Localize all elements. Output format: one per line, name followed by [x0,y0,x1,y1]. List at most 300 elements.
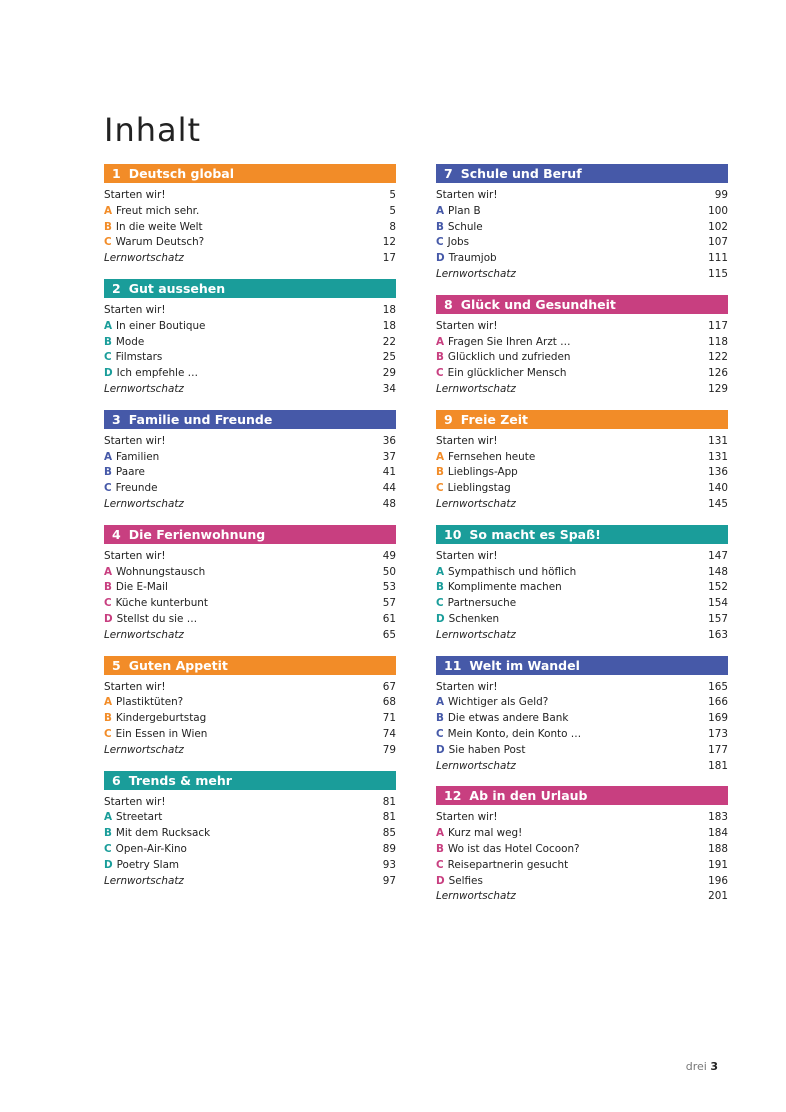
toc-entry[interactable] [104,695,396,711]
vocabulary-entry[interactable] [436,497,728,513]
entry-page-number: 44 [382,482,396,495]
toc-entry[interactable] [436,549,728,565]
entry-letter: A [104,204,113,217]
chapter-number: 3 [112,411,121,427]
entry-page-number: 166 [708,696,728,709]
vocabulary-entry[interactable] [436,628,728,644]
entry-label [436,366,566,382]
entry-text: Fernsehen heute [448,450,536,463]
chapter-header[interactable] [104,656,396,675]
vocabulary-entry[interactable] [104,251,396,267]
entry-page-number: 201 [708,890,728,903]
entry-text: Filmstars [115,351,163,364]
chapter-1 [104,164,396,267]
entry-text: Starten wir! [436,549,498,562]
toc-entry[interactable] [104,680,396,696]
entry-label [104,549,166,565]
chapter-2 [104,279,396,398]
entry-page-number: 196 [708,874,728,887]
entry-letter: B [436,712,444,725]
entry-letter: B [104,712,112,725]
toc-entry[interactable] [436,188,728,204]
entry-page-number: 29 [382,367,396,380]
vocabulary-entry[interactable] [104,628,396,644]
entry-page-number: 131 [708,434,728,447]
entry-page-number: 126 [708,367,728,380]
chapter-title: Gut aussehen [128,280,226,296]
entry-label [436,826,522,842]
chapter-title: Trends & mehr [128,772,232,788]
chapter-title: Glück und Gesundheit [460,296,616,312]
entry-page-number: 136 [708,466,728,479]
entry-text: Lernwortschatz [436,497,516,510]
entry-text: Starten wir! [104,680,166,693]
page-number: 3 [710,1060,718,1073]
toc-entry[interactable] [104,549,396,565]
entry-text: Reisepartnerin gesucht [447,858,569,871]
entry-letter: B [104,220,112,233]
toc-entry[interactable] [436,858,728,874]
entry-text: Freunde [115,482,158,495]
entry-label [436,220,483,236]
entry-label [436,481,511,497]
toc-entry[interactable] [104,335,396,351]
entry-text: Komplimente machen [447,581,562,594]
entry-letter: B [436,842,444,855]
toc-entry[interactable] [436,842,728,858]
toc-entry[interactable] [436,251,728,267]
entry-label [104,628,184,644]
page-title: Inhalt [104,111,202,150]
entry-letter: A [436,335,445,348]
toc-entry[interactable] [104,465,396,481]
entry-page-number: 50 [382,565,396,578]
entry-text: Lieblings-App [447,466,518,479]
entry-letter: D [436,874,445,887]
toc-entry[interactable] [104,366,396,382]
entry-page-number: 183 [708,811,728,824]
entry-label [436,858,568,874]
entry-page-number: 22 [382,335,396,348]
vocabulary-entry[interactable] [104,382,396,398]
entry-page-number: 65 [382,628,396,641]
toc-entry[interactable] [104,612,396,628]
toc-entry[interactable] [436,711,728,727]
chapter-header[interactable] [436,295,728,314]
entry-letter: D [104,858,113,871]
chapter-title: Welt im Wandel [469,657,580,673]
entry-letter: C [436,597,444,610]
entry-letter: B [436,466,444,479]
toc-entry[interactable] [436,434,728,450]
entry-letter: D [104,612,113,625]
toc-entry[interactable] [104,235,396,251]
toc-column-left [104,164,396,901]
chapter-7 [436,164,728,283]
entry-page-number: 18 [382,303,396,316]
entry-text: Starten wir! [104,549,166,562]
entry-label [104,810,162,826]
toc-entry[interactable] [436,565,728,581]
chapter-number: 11 [444,657,462,673]
entry-text: Warum Deutsch? [115,236,205,249]
entry-page-number: 85 [382,827,396,840]
entry-letter: A [436,565,445,578]
entry-text: Mein Konto, dein Konto … [447,727,582,740]
toc-entry[interactable] [436,350,728,366]
entry-label [436,350,570,366]
entry-page-number: 89 [382,842,396,855]
toc-entry[interactable] [104,319,396,335]
entry-page-number: 148 [708,565,728,578]
entry-label [104,596,208,612]
entry-page-number: 131 [708,450,728,463]
entry-text: Sie haben Post [448,743,526,756]
chapter-8 [436,295,728,398]
entry-letter: D [436,743,445,756]
entry-letter: C [104,842,112,855]
entry-page-number: 177 [708,743,728,756]
toc-entry[interactable] [436,481,728,497]
entry-letter: A [104,319,113,332]
entry-label [436,450,535,466]
chapter-title: Freie Zeit [460,411,529,427]
entry-text: Lernwortschatz [104,382,184,395]
entry-label [436,319,498,335]
entry-text: Ich empfehle … [116,367,199,380]
toc-entry[interactable] [436,235,728,251]
toc-entry[interactable] [104,795,396,811]
entry-page-number: 61 [382,612,396,625]
entry-letter: C [436,236,444,249]
chapter-number: 9 [444,411,453,427]
toc-entry[interactable] [436,465,728,481]
entry-page-number: 102 [708,220,728,233]
toc-entry[interactable] [436,874,728,890]
entry-label [436,842,580,858]
chapter-5 [104,656,396,759]
chapter-number: 12 [444,788,462,804]
toc-entry[interactable] [104,826,396,842]
entry-label [436,628,516,644]
entry-label [436,497,516,513]
toc-entry[interactable] [104,596,396,612]
chapter-title: Familie und Freunde [128,411,273,427]
entry-text: Glücklich und zufrieden [447,351,571,364]
entry-label [104,220,203,236]
entry-label [104,251,184,267]
entry-text: Familien [116,450,160,463]
toc-entry[interactable] [104,481,396,497]
entry-label [104,366,198,382]
entry-label [104,434,166,450]
entry-letter: B [436,220,444,233]
toc-entry[interactable] [104,810,396,826]
chapter-header[interactable] [104,410,396,429]
entry-letter: C [436,858,444,871]
toc-entry[interactable] [104,711,396,727]
entry-page-number: 53 [382,581,396,594]
entry-letter: A [104,565,113,578]
chapter-12 [436,786,728,905]
chapter-header[interactable] [436,656,728,675]
entry-text: Lieblingstag [447,482,511,495]
entry-page-number: 36 [382,434,396,447]
entry-label [436,874,483,890]
entry-label [104,450,159,466]
chapter-title: Die Ferienwohnung [128,526,266,542]
chapter-header[interactable] [104,771,396,790]
entry-page-number: 79 [382,743,396,756]
entry-label [436,727,581,743]
entry-text: Starten wir! [436,189,498,201]
entry-page-number: 37 [382,450,396,463]
toc-entry[interactable] [436,580,728,596]
entry-text: Open-Air-Kino [115,842,187,855]
entry-page-number: 93 [382,858,396,871]
entry-label [104,319,205,335]
entry-page-number: 165 [708,680,728,693]
entry-label [104,842,187,858]
entry-label [436,335,571,351]
toc-entry[interactable] [104,580,396,596]
chapter-header[interactable] [436,164,728,183]
entry-page-number: 48 [382,497,396,510]
entry-text: In die weite Welt [115,220,203,233]
chapter-header[interactable] [104,279,396,298]
chapter-header[interactable] [436,410,728,429]
entry-page-number: 111 [708,252,728,265]
entry-page-number: 188 [708,842,728,855]
entry-text: Lernwortschatz [436,759,516,772]
vocabulary-entry[interactable] [436,382,728,398]
toc-entry[interactable] [436,695,728,711]
chapter-title: Guten Appetit [128,657,228,673]
entry-text: Lernwortschatz [436,628,516,641]
entry-page-number: 181 [708,759,728,772]
entry-label [436,580,562,596]
entry-page-number: 5 [389,189,396,201]
entry-letter: B [104,581,112,594]
toc-entry[interactable] [436,366,728,382]
entry-text: Mode [115,335,145,348]
entry-letter: D [436,612,445,625]
entry-label [436,251,497,267]
toc-entry[interactable] [436,727,728,743]
toc-entry[interactable] [436,810,728,826]
entry-label [436,434,498,450]
toc-entry[interactable] [104,303,396,319]
entry-letter: B [104,335,112,348]
entry-text: Wichtiger als Geld? [448,696,549,709]
entry-label [436,612,499,628]
entry-label [104,858,179,874]
toc-entry[interactable] [436,680,728,696]
toc-entry[interactable] [436,220,728,236]
entry-label [104,711,206,727]
entry-label [436,549,498,565]
entry-letter: A [104,696,113,709]
entry-text: Fragen Sie Ihren Arzt … [448,335,571,348]
entry-text: Starten wir! [436,434,498,447]
entry-page-number: 118 [708,335,728,348]
entry-page-number: 34 [382,382,396,395]
entry-letter: D [104,367,113,380]
entry-text: Streetart [116,811,163,824]
entry-letter: C [436,367,444,380]
entry-letter: A [104,450,113,463]
entry-text: Lernwortschatz [104,628,184,641]
vocabulary-entry[interactable] [104,497,396,513]
entry-page-number: 173 [708,727,728,740]
entry-text: In einer Boutique [116,319,206,332]
vocabulary-entry[interactable] [436,889,728,905]
toc-entry[interactable] [436,204,728,220]
chapter-number: 7 [444,166,453,181]
entry-text: Plastiktüten? [116,696,184,709]
entry-page-number: 163 [708,628,728,641]
entry-text: Partnersuche [447,597,517,610]
entry-page-number: 68 [382,696,396,709]
entry-text: Paare [115,466,145,479]
toc-entry[interactable] [104,204,396,220]
toc-entry[interactable] [436,743,728,759]
entry-letter: A [436,450,445,463]
entry-page-number: 25 [382,351,396,364]
entry-text: Starten wir! [104,434,166,447]
entry-page-number: 147 [708,549,728,562]
entry-page-number: 57 [382,597,396,610]
entry-letter: B [436,581,444,594]
chapter-title: Deutsch global [128,166,235,181]
entry-text: Starten wir! [104,303,166,316]
entry-label [104,335,144,351]
toc-entry[interactable] [104,858,396,874]
entry-label [104,204,199,220]
chapter-number: 2 [112,280,121,296]
entry-page-number: 129 [708,382,728,395]
entry-label [436,711,568,727]
entry-label [436,565,576,581]
entry-letter: C [436,482,444,495]
toc-entry[interactable] [436,450,728,466]
entry-text: Lernwortschatz [104,497,184,510]
entry-label [436,382,516,398]
vocabulary-entry[interactable] [104,743,396,759]
entry-label [104,465,145,481]
entry-label [104,382,184,398]
toc-entry[interactable] [436,596,728,612]
vocabulary-entry[interactable] [436,759,728,775]
entry-text: Jobs [447,236,470,249]
toc-entry[interactable] [104,188,396,204]
entry-page-number: 99 [714,189,728,201]
entry-page-number: 5 [389,204,396,217]
entry-label [104,188,166,204]
entry-page-number: 169 [708,712,728,725]
entry-page-number: 81 [382,811,396,824]
entry-page-number: 81 [382,795,396,808]
entry-letter: D [436,252,445,265]
entry-label [436,235,469,251]
chapter-3 [104,410,396,513]
entry-page-number: 18 [382,319,396,332]
entry-page-number: 154 [708,597,728,610]
entry-label [104,497,184,513]
entry-label [104,826,210,842]
entry-label [436,188,498,204]
entry-label [104,874,184,890]
toc-entry[interactable] [436,826,728,842]
chapter-header[interactable] [436,525,728,544]
toc-entry[interactable] [104,565,396,581]
entry-label [104,680,166,696]
entry-page-number: 100 [708,204,728,217]
entry-text: Lernwortschatz [436,267,516,280]
entry-page-number: 17 [382,252,396,265]
toc-entry[interactable] [104,350,396,366]
chapter-9 [436,410,728,513]
entry-letter: B [104,466,112,479]
entry-page-number: 152 [708,581,728,594]
entry-text: Starten wir! [104,189,166,201]
entry-letter: C [104,482,112,495]
entry-text: Wohnungstausch [116,565,206,578]
entry-text: Starten wir! [104,795,166,808]
toc-entry[interactable] [104,842,396,858]
chapter-header[interactable] [104,525,396,544]
vocabulary-entry[interactable] [104,874,396,890]
toc-entry[interactable] [436,612,728,628]
entry-text: Starten wir! [436,319,498,332]
entry-page-number: 8 [389,220,396,233]
entry-label [436,267,516,283]
entry-page-number: 74 [382,727,396,740]
chapter-header[interactable] [104,164,396,183]
entry-label [104,565,205,581]
entry-text: Küche kunterbunt [115,597,208,610]
chapter-number: 10 [444,526,462,542]
entry-label [104,350,162,366]
chapter-title: So macht es Spaß! [469,526,601,542]
entry-text: Schenken [448,612,500,625]
entry-page-number: 71 [382,712,396,725]
entry-page-number: 184 [708,827,728,840]
toc-entry[interactable] [436,319,728,335]
entry-label [436,695,548,711]
toc-entry[interactable] [436,335,728,351]
entry-text: Lernwortschatz [104,252,184,265]
entry-label [436,680,498,696]
toc-entry[interactable] [104,727,396,743]
entry-page-number: 117 [708,319,728,332]
entry-page-number: 97 [382,874,396,887]
entry-letter: A [436,827,445,840]
entry-text: Lernwortschatz [104,874,184,887]
entry-text: Stellst du sie … [116,612,198,625]
chapter-header[interactable] [436,786,728,805]
vocabulary-entry[interactable] [436,267,728,283]
toc-entry[interactable] [104,220,396,236]
entry-letter: C [104,236,112,249]
entry-text: Traumjob [448,252,497,265]
entry-page-number: 115 [708,267,728,280]
entry-letter: B [104,827,112,840]
entry-page-number: 107 [708,236,728,249]
toc-entry[interactable] [104,434,396,450]
entry-text: Kindergeburtstag [115,712,207,725]
toc-entry[interactable] [104,450,396,466]
